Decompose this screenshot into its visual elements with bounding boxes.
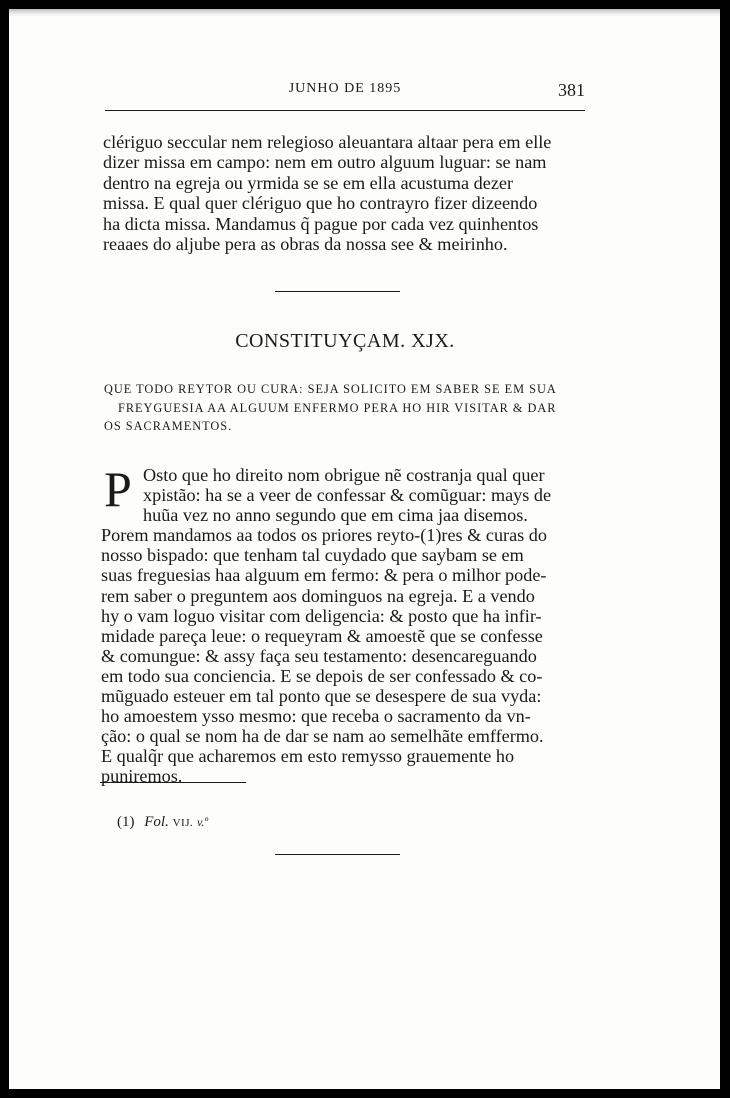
text-line: hy o vam loguo visitar com deligencia: & posto que ha infir-	[101, 605, 542, 626]
text-line: Osto que ho direito nom obrigue nẽ costranja qual quer	[143, 465, 545, 485]
footnote-number: VIJ.	[172, 817, 194, 829]
chapter-summary	[104, 380, 586, 436]
text-line: missa. E qual quer clériguo que ho contrayro fizer dizeendo	[103, 193, 538, 214]
text-line: & comungue: & assy faça seu testamento: desencareguando	[101, 645, 537, 666]
running-title: JUNHO DE 1895	[288, 81, 402, 96]
footnote-rule	[100, 782, 246, 783]
text-line: midade pareça leue: o requeyram & amoestẽ que se confesse	[101, 625, 543, 646]
text-line: E qualq̃r que acharemos em esto remysso grauemente ho	[101, 746, 515, 767]
text-line: ho amoestem ysso mesmo: que receba o sacramento da vn-	[101, 706, 531, 727]
text-line: ção: o qual se nom ha de dar se nam ao semelhãte emffermo.	[101, 726, 544, 747]
text-line: ha dicta missa. Mandamus q̃ pague por cada vez quinhentos	[103, 213, 539, 234]
summary-line: OS SACRAMENTOS.	[104, 419, 233, 433]
text-line: reaaes do aljube pera as obras da nossa see & meirinho.	[103, 234, 508, 255]
text-line: dentro na egreja ou yrmida se se em ella acustuma dezer	[103, 172, 514, 193]
page-top-edge	[9, 9, 720, 17]
text-line: Porem mandamos aa todos os priores reyto-(1)res & curas do	[101, 525, 547, 546]
footnote-folio: Fol.	[144, 814, 169, 830]
summary-line: QUE TODO REYTOR OU CURA: SEJA SOLICITO EM SABER SE EM SUA	[104, 382, 557, 396]
book-page	[9, 9, 720, 1089]
section-divider	[275, 291, 400, 292]
footnote-side: v.º	[196, 815, 209, 829]
text-line: puniremos.	[101, 766, 183, 787]
page-number: 381	[558, 80, 585, 100]
section-divider	[275, 854, 400, 855]
chapter-title: CONSTITUYÇAM. XJX.	[235, 330, 455, 352]
text-line: clériguo seccular nem relegioso aleuantara altaar pera em elle	[103, 132, 552, 152]
continued-paragraph	[103, 132, 591, 254]
text-line: mũguado esteuer em tal ponto que se desespere de sua vyda:	[101, 686, 542, 707]
text-line: em todo sua conciencia. E se depois de ser confessado & co-	[101, 665, 543, 686]
footnote-marker: (1)	[117, 814, 135, 830]
text-line: suas freguesias haa alguum em fermo: & pera o milhor pode-	[101, 565, 547, 586]
chapter-body	[101, 461, 593, 787]
summary-line: FREYGUESIA AA ALGUUM ENFERMO PERA HO HIR VISITAR & DAR	[118, 400, 557, 415]
text-line: huũa vez no anno segundo que em cima jaa disemos.	[143, 505, 528, 526]
header-rule	[105, 110, 585, 111]
drop-cap: P	[104, 461, 132, 517]
footnote	[117, 814, 208, 831]
text-line: nosso bispado: que tenham tal cuydado que saybam se em	[101, 545, 524, 566]
page-header	[105, 81, 585, 105]
text-line: dizer missa em campo: nem em outro alguum luguar: se nam	[103, 152, 547, 173]
text-line: xpistão: ha se a veer de confessar & comũguar: mays de	[143, 485, 552, 506]
text-line: rem saber o preguntem aos dominguos na egreja. E a vendo	[101, 585, 535, 606]
